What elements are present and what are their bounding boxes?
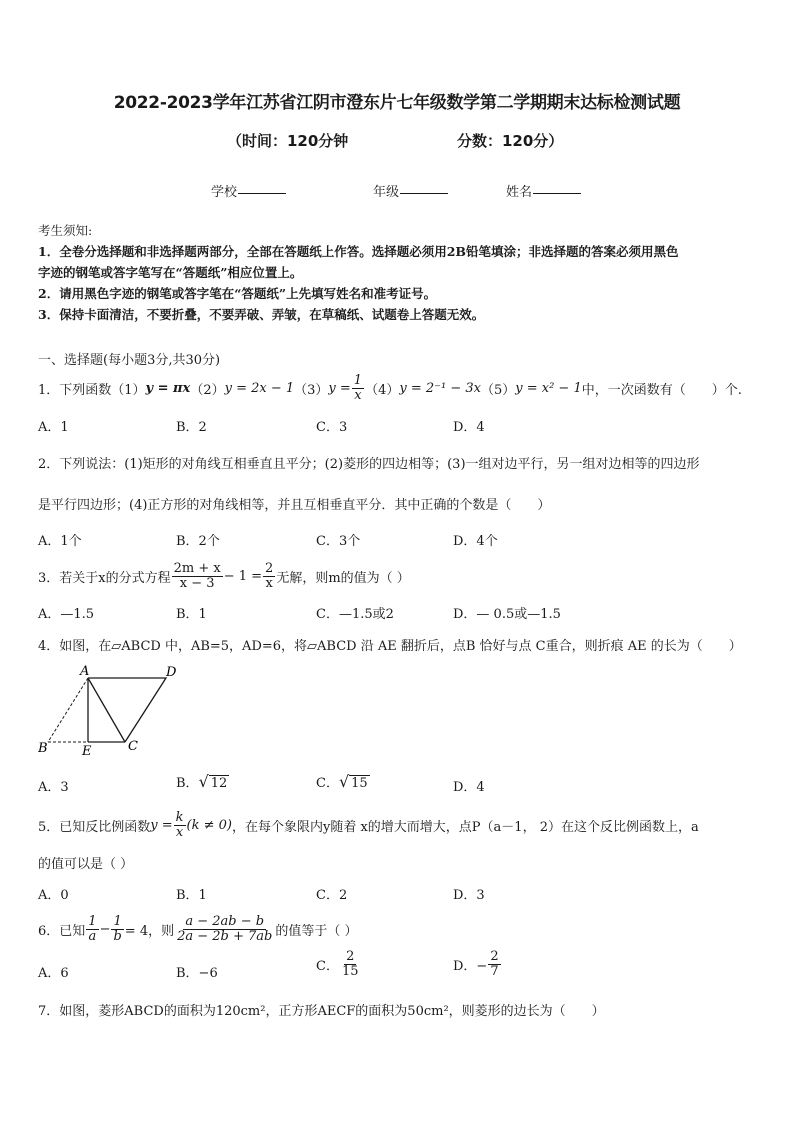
question-6 (38, 910, 358, 948)
q3-option-b: B．1 (176, 607, 207, 622)
page-title: 2022-2023学年江苏省江阴市澄东片七年级数学第二学期期末达标检测试题 (113, 93, 681, 113)
q5-option-d: D．3 (453, 888, 485, 903)
q4-option-b (176, 772, 229, 791)
q1-option-a: A．1 (38, 420, 69, 435)
full-score: 分数：120分） (457, 132, 564, 150)
section-heading: 一、选择题(每小题3分,共30分) (38, 353, 221, 368)
q3-option-a: A．—1.5 (38, 607, 95, 622)
q5-option-c: C．2 (316, 888, 348, 903)
q6-option-c-label: C． (316, 958, 339, 974)
q6-option-d (453, 950, 502, 978)
q5-lhs: y = (150, 817, 173, 833)
numerator: 2 (346, 949, 355, 964)
parallelogram-figure (38, 664, 188, 759)
edge-adc (88, 678, 166, 742)
q1-func-2: y = 2x − 1 (224, 380, 295, 396)
vertex-c: C (128, 739, 138, 754)
grade-label: 年级 (373, 185, 400, 200)
q1-func-1: y = πx (145, 380, 191, 396)
q3-prefix: 3．若关于x的分式方程 (38, 570, 171, 586)
q6-fraction-3 (175, 915, 274, 943)
q1-func-3-lhs: y = (328, 380, 351, 396)
note-3: 3．保持卡面清洁，不要折叠，不要弄破、弄皱，在草稿纸、试题卷上答题无效。 (38, 307, 485, 322)
notes-heading: 考生须知: (38, 223, 93, 238)
q6-option-b: B．−6 (176, 966, 218, 981)
q4-option-c-radicand: 15 (351, 776, 368, 791)
q5-rest: ，在每个象限内y随着 x的增大而增大，点P（a－1， 2）在这个反比例函数上，a (232, 819, 699, 835)
grade-field (373, 181, 448, 200)
question-2-line-1: 2．下列说法：(1)矩形的对角线互相垂直且平分；(2)菱形的四边相等；(3)一组对边平行，另一组对边相等的四边形 (38, 457, 700, 472)
q4-option-c-label: C． (316, 776, 339, 791)
q3-option-c: C．—1.5或2 (316, 607, 394, 622)
vertex-a: A (80, 664, 90, 679)
q6-option-d-label: D．− (453, 958, 488, 974)
edge-ac (88, 678, 125, 742)
note-1: 1．全卷分选择题和非选择题两部分，全部在答题纸上作答。选择题必须用2B铅笔填涂；非选择题的答案必须用黑色 (38, 244, 679, 259)
vertex-d: D (166, 665, 177, 680)
question-3 (38, 556, 410, 596)
school-field (211, 181, 286, 200)
q4-option-d: D．4 (453, 780, 485, 795)
q3-mid: − 1 = (223, 568, 263, 584)
edge-ab-dashed (48, 678, 88, 742)
denominator: b (113, 928, 122, 944)
q6-prefix: 6．已知 (38, 923, 86, 939)
q6-option-d-fraction (488, 950, 500, 978)
q6-option-c (316, 950, 362, 978)
q4-option-b-label: B． (176, 776, 199, 791)
q1-func-5: y = x² − 1 (515, 380, 582, 396)
time-limit: （时间：120分钟 (227, 132, 349, 150)
q2-option-c: C．3个 (316, 534, 361, 549)
q6-fraction-1 (86, 915, 98, 943)
q1-option-b: B．2 (176, 420, 207, 435)
q4-option-a: A．3 (38, 780, 69, 795)
q2-option-a: A．1个 (38, 534, 82, 549)
numerator: 1 (353, 372, 363, 388)
denominator: 15 (341, 963, 359, 979)
denominator: a (88, 928, 97, 944)
q1-label-5: （5） (480, 382, 516, 398)
name-field (506, 181, 581, 200)
question-1 (38, 371, 742, 405)
vertex-e: E (82, 744, 92, 759)
numerator: 1 (88, 913, 97, 929)
sqrt-symbol: √ (338, 772, 350, 791)
vertex-b: B (38, 741, 48, 756)
q1-func-4: y = 2⁻¹ − 3x (399, 380, 481, 396)
q5-condition: (k ≠ 0) (186, 817, 232, 833)
q1-suffix: 中，一次函数有（ ）个. (581, 382, 742, 398)
question-4: 4．如图，在▱ABCD 中，AB=5，AD=6，将▱ABCD 沿 AE 翻折后，点B 恰好与点 C重合，则折痕 AE 的长为（ ） (38, 639, 742, 654)
q6-minus: − (99, 921, 111, 937)
q3-option-d: D．— 0.5或—1.5 (453, 607, 561, 622)
q3-fraction-2 (263, 562, 275, 590)
q1-prefix: 1．下列函数（1） (38, 382, 146, 398)
numerator: 2 (490, 949, 499, 964)
q5-prefix: 5．已知反比例函数 (38, 819, 151, 835)
q1-label-4: （4） (365, 382, 400, 398)
denominator: 7 (490, 963, 499, 979)
school-label: 学校 (211, 185, 238, 200)
question-7: 7．如图，菱形ABCD的面积为120cm²，正方形AECF的面积为50cm²，则菱形的边长为（ ） (38, 1004, 605, 1019)
q2-option-d: D．4个 (453, 534, 498, 549)
q1-label-3: （3） (294, 382, 329, 398)
sqrt-symbol: √ (198, 772, 209, 791)
q6-equals: = 4，则 (124, 923, 175, 939)
q4-option-b-radicand: 12 (210, 776, 228, 791)
numerator: 1 (113, 913, 122, 929)
q3-suffix: 无解，则m的值为（ ） (276, 570, 410, 586)
q2-option-b: B．2个 (176, 534, 220, 549)
q6-option-c-fraction (340, 950, 361, 978)
denominator: x − 3 (179, 575, 215, 591)
denominator: 2a − 2b + 7ab (177, 928, 273, 944)
numerator: 2m + x (173, 560, 221, 576)
q6-fraction-2 (111, 915, 123, 943)
numerator: a − 2ab − b (185, 913, 265, 929)
denominator: x (175, 824, 184, 840)
denominator: x (354, 387, 362, 403)
q5-option-b: B．1 (176, 888, 207, 903)
q1-func-3-fraction (352, 374, 364, 402)
numerator: k (175, 809, 184, 825)
q6-suffix: 的值等于（ ） (275, 923, 358, 939)
question-2-line-2: 是平行四边形；(4)正方形的对角线相等，并且互相垂直平分．其中正确的个数是（ ） (38, 498, 551, 513)
numerator: 2 (265, 560, 274, 576)
name-label: 姓名 (506, 185, 533, 200)
note-2: 2．请用黑色字迹的钢笔或答字笔在“答题纸”上先填写姓名和准考证号。 (38, 286, 437, 301)
q1-option-d: D．4 (453, 420, 485, 435)
note-1-cont: 字迹的钢笔或答字笔写在“答题纸”相应位置上。 (38, 265, 303, 280)
q4-option-c (316, 772, 370, 791)
q1-option-c: C．3 (316, 420, 348, 435)
q3-fraction-1 (172, 562, 223, 590)
q5-option-a: A．0 (38, 888, 69, 903)
question-5-line-1 (38, 806, 699, 844)
q1-label-2: （2） (190, 382, 225, 398)
q6-option-a: A．6 (38, 966, 69, 981)
question-5-line-2: 的值可以是（ ） (38, 857, 134, 872)
denominator: x (265, 575, 273, 591)
q5-fraction (174, 811, 186, 839)
